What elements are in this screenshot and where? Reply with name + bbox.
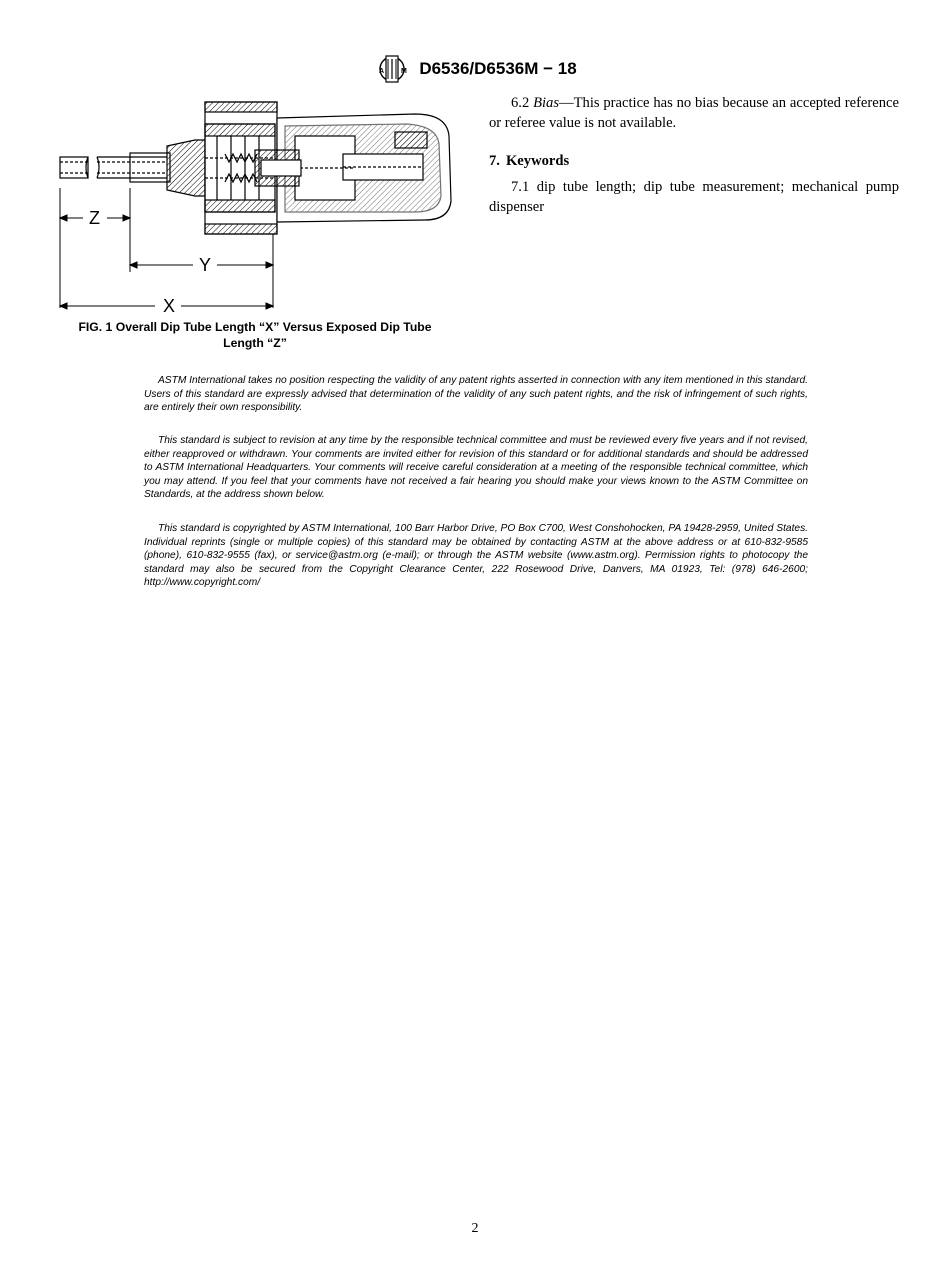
figure-1: [55, 96, 465, 318]
astm-logo: [373, 54, 411, 84]
section-6-2-number: 6.2: [511, 95, 530, 111]
page-number: 2: [471, 1221, 479, 1236]
figure-caption: [55, 319, 455, 351]
section-7-1: 7.1 dip tube length; dip tube measurement; mechanical pump dispenser: [489, 179, 899, 215]
pump-body: [167, 102, 451, 234]
dimension-label-y: Y: [199, 255, 212, 275]
dip-tube-end: [60, 157, 88, 178]
document-designation: D6536/D6536M − 18: [419, 59, 577, 78]
dimension-label-z: Z: [89, 208, 100, 228]
dip-tube-diagram: [55, 96, 465, 318]
section-7-heading: [489, 151, 899, 171]
section-6-2-text: —This practice has no bias because an accepted reference or referee value is not available.: [489, 95, 899, 131]
right-column: [489, 93, 899, 217]
svg-text:M: M: [401, 68, 408, 75]
patent-notice: ASTM International takes no position respecting the validity of any patent rights asserted in connection with any item mentioned in this standard. Users of this standard are expressly advised that determination of the validity of any such patent rights, and the risk of infringement of such rights, are entirely their own responsibility.: [144, 375, 808, 414]
revision-notice: This standard is subject to revision at any time by the responsible technical committee and must be reviewed every five years and if not revised, either reapproved or withdrawn. Your comments are invited either for revision of this standard or for additional standards and should be addressed to ASTM International Headquarters. Your comments will receive careful consideration at a meeting of the responsible technical committee, which you may attend. If you feel that your comments have not received a fair hearing you should make your views known to the ASTM Committee on Standards, at the address shown below.: [144, 435, 808, 501]
dimension-label-x: X: [163, 296, 176, 316]
page-header: [0, 54, 950, 84]
figure-caption-line-2: Length “Z”: [223, 336, 287, 350]
copyright-notice: This standard is copyrighted by ASTM International, 100 Barr Harbor Drive, PO Box C700, West Conshohocken, PA 19428-2959, United States. Individual reprints (single or multiple copies) of this standard may be obtained by contacting ASTM at the above address or at 610-832-9585 (phone), 610-832-9555 (fax), or service@astm.org (e-mail); or through the ASTM website (www.astm.org). Permission rights to photocopy the standard may also be secured from the Copyright Clearance Center, 222 Rosewood Drive, Danvers, MA 01923, Tel: (978) 646-2600; http://www.copyright.com/: [144, 523, 808, 589]
dip-tube: [97, 153, 170, 182]
section-7-title: Keywords: [505, 153, 570, 169]
svg-text:A: A: [379, 68, 385, 75]
figure-caption-line-1: FIG. 1 Overall Dip Tube Length “X” Versus Exposed Dip Tube: [78, 320, 432, 334]
section-6-2: [489, 93, 899, 133]
section-6-2-term: Bias: [533, 95, 560, 111]
section-7-number: 7.: [489, 153, 500, 169]
